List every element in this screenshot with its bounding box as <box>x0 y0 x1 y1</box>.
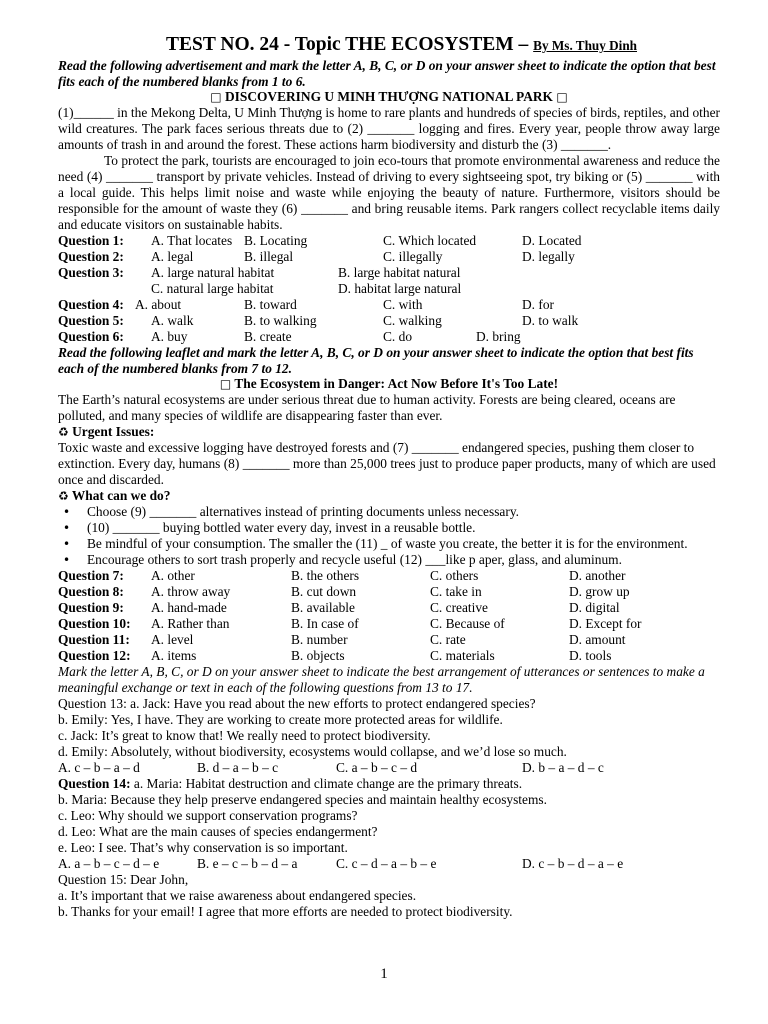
option-c[interactable]: C. natural large habitat <box>151 281 274 296</box>
option-d[interactable]: D. to walk <box>522 313 579 328</box>
part1-heading-text: DISCOVERING U MINH THƯỢNG NATIONAL PARK <box>225 89 553 104</box>
option-a[interactable]: A. items <box>151 648 197 663</box>
option-c[interactable]: C. rate <box>430 632 466 647</box>
option-c[interactable]: C. illegally <box>383 249 443 264</box>
part2-instruction: Read the following leaflet and mark the letter A, B, C, or D on your answer sheet to indicate the option that best fits each of the numbered blanks from 7 to 12. <box>58 345 694 376</box>
option-c[interactable]: C. others <box>430 568 479 583</box>
question-label: Question 9: <box>58 600 124 615</box>
what-can-we-do-heading <box>58 488 720 504</box>
option-b[interactable]: B. available <box>291 600 355 615</box>
option-a[interactable]: A. large natural habitat <box>151 265 275 280</box>
q14-line: e. Leo: I see. That’s why conservation is so important. <box>58 840 348 855</box>
option-d[interactable]: D. for <box>522 297 554 312</box>
question-label: Question 11: <box>58 632 130 647</box>
page-title <box>58 34 720 57</box>
question-label: Question 7: <box>58 568 124 583</box>
q14-line: d. Leo: What are the main causes of species endangerment? <box>58 824 378 839</box>
option-b[interactable]: B. toward <box>244 297 297 312</box>
option-c[interactable]: C. walking <box>383 313 442 328</box>
question-2 <box>58 249 720 265</box>
option-c[interactable]: C. with <box>383 297 423 312</box>
part1-paragraph-2: To protect the park, tourists are encouraged to join eco-tours that promote environmental awareness and reduce the need (4) _______ transport by private vehicles. Instead of driving to every sightseeing spot, try biking or (5) _______ with a local guide. This helps limit noise and waste while enjoying the beauty of nature. Furthermore, visitors should be responsible for the amount of waste they (6) _______ and bring reusable items. Park rangers collect recyclable items daily and educate visitors on sustainable habits. <box>58 153 720 232</box>
option-b[interactable]: B. number <box>291 632 348 647</box>
author-name: By Ms. Thuy Dinh <box>533 38 638 53</box>
question-label: Question 4: <box>58 297 124 312</box>
q14-line: b. Maria: Because they help preserve endangered species and maintain healthy ecosystems. <box>58 792 547 807</box>
question-14-options <box>58 856 720 872</box>
part3-instruction: Mark the letter A, B, C, or D on your answer sheet to indicate the best arrangement of utterances or sentences to make a meaningful exchange or text in each of the following questions from 13 to 17. <box>58 664 705 695</box>
q13-line: d. Emily: Absolutely, without biodiversity, ecosystems would collapse, and we’d lose so much. <box>58 744 567 759</box>
part1-paragraph-1: (1)______ in the Mekong Delta, U Minh Thượng is home to rare plants and hundreds of species of birds, reptiles, and other wild creatures. The park faces serious threats due to (2) _______ logging and fires. Every year, people throw away large amounts of trash in and around the forest. These actions harm biodiversity and disturb the (3) _______. <box>58 105 720 152</box>
question-label: Question 2: <box>58 249 124 264</box>
question-1 <box>58 233 720 249</box>
option-a[interactable]: A. other <box>151 568 195 583</box>
box-icon: □ <box>219 377 232 391</box>
option-b[interactable]: B. e – c – b – d – a <box>197 856 298 871</box>
question-9 <box>58 600 720 616</box>
q15-line: b. Thanks for your email! I agree that more efforts are needed to protect biodiversity. <box>58 904 513 919</box>
list-item: • Choose (9) _______ alternatives instead of printing documents unless necessary. <box>58 504 720 520</box>
what-heading-text: What can we do? <box>71 488 171 503</box>
part2-heading-text: The Ecosystem in Danger: Act Now Before It's Too Late! <box>234 376 559 391</box>
option-d[interactable]: D. legally <box>522 249 575 264</box>
option-c[interactable]: C. c – d – a – b – e <box>336 856 437 871</box>
option-a[interactable]: A. That locates <box>151 233 233 248</box>
q14-first-line: a. Maria: Habitat destruction and climate change are the primary threats. <box>130 776 523 791</box>
question-4 <box>58 297 720 313</box>
recycle-icon: ♻ <box>58 425 69 439</box>
option-b[interactable]: B. illegal <box>244 249 294 264</box>
question-3-row-2 <box>58 281 720 297</box>
option-b[interactable]: B. large habitat natural <box>338 265 461 280</box>
option-c[interactable]: C. do <box>383 329 413 344</box>
question-12 <box>58 648 720 664</box>
document-page <box>58 34 720 920</box>
option-d[interactable]: D. b – a – d – c <box>522 760 604 775</box>
option-d[interactable]: D. tools <box>569 648 612 663</box>
action-list <box>58 504 720 568</box>
box-icon: □ <box>556 90 568 104</box>
option-b[interactable]: B. to walking <box>244 313 317 328</box>
option-d[interactable]: D. Except for <box>569 616 642 631</box>
question-label: Question 10: <box>58 616 131 631</box>
question-6 <box>58 329 720 345</box>
option-c[interactable]: C. creative <box>430 600 488 615</box>
option-a[interactable]: A. a – b – c – d – e <box>58 856 160 871</box>
q13-line: Question 13: a. Jack: Have you read about the new efforts to protect endangered species? <box>58 696 536 711</box>
option-b[interactable]: B. cut down <box>291 584 357 599</box>
option-d[interactable]: D. grow up <box>569 584 630 599</box>
part2-heading <box>58 376 720 392</box>
question-8 <box>58 584 720 600</box>
option-b[interactable]: B. the others <box>291 568 360 583</box>
question-7 <box>58 568 720 584</box>
option-d[interactable]: D. c – b – d – a – e <box>522 856 624 871</box>
option-a[interactable]: A. about <box>135 297 182 312</box>
q14-line: c. Leo: Why should we support conservation programs? <box>58 808 358 823</box>
title-text: TEST NO. 24 - Topic THE ECOSYSTEM – <box>165 34 529 55</box>
option-b[interactable]: B. Locating <box>244 233 308 248</box>
question-3 <box>58 265 720 281</box>
list-item: • (10) _______ buying bottled water every day, invest in a reusable bottle. <box>58 520 720 536</box>
option-d[interactable]: D. habitat large natural <box>338 281 462 296</box>
question-label: Question 6: <box>58 329 124 344</box>
recycle-icon: ♻ <box>58 489 69 503</box>
option-a[interactable]: A. Rather than <box>151 616 230 631</box>
option-b[interactable]: B. d – a – b – c <box>197 760 279 775</box>
option-d[interactable]: D. another <box>569 568 626 583</box>
urgent-issues-text: Toxic waste and excessive logging have destroyed forests and (7) _______ endangered species, pushing them closer to extinction. Every day, humans (8) _______ more than 25,000 trees just to produce paper products, many of which are used once and discarded. <box>58 440 716 487</box>
q14-line <box>58 776 720 792</box>
part1-heading <box>58 89 720 105</box>
option-d[interactable]: D. Located <box>522 233 582 248</box>
option-a[interactable]: A. legal <box>151 249 194 264</box>
option-a[interactable]: A. c – b – a – d <box>58 760 140 775</box>
question-label: Question 5: <box>58 313 124 328</box>
question-label: Question 1: <box>58 233 124 248</box>
question-10 <box>58 616 720 632</box>
question-13-options <box>58 760 720 776</box>
option-c[interactable]: C. materials <box>430 648 495 663</box>
urgent-heading-text: Urgent Issues: <box>72 424 155 439</box>
q15-line: a. It’s important that we raise awareness about endangered species. <box>58 888 417 903</box>
list-item: • Encourage others to sort trash properly and recycle useful (12) ___like p aper, glass, and aluminum. <box>58 552 720 568</box>
option-c[interactable]: C. Because of <box>430 616 505 631</box>
list-item: • Be mindful of your consumption. The smaller the (11) _ of waste you create, the better it is for the environment. <box>58 536 720 552</box>
option-a[interactable]: A. buy <box>151 329 188 344</box>
page-number: 1 <box>380 966 388 982</box>
q13-line: c. Jack: It’s great to know that! We really need to protect biodiversity. <box>58 728 431 743</box>
option-a[interactable]: A. hand-made <box>151 600 227 615</box>
option-b[interactable]: B. In case of <box>291 616 359 631</box>
q13-line: b. Emily: Yes, I have. They are working to create more protected areas for wildlife. <box>58 712 503 727</box>
question-label: Question 14: <box>58 776 131 791</box>
option-b[interactable]: B. objects <box>291 648 345 663</box>
option-c[interactable]: C. a – b – c – d <box>336 760 418 775</box>
part1-instruction: Read the following advertisement and mark the letter A, B, C, or D on your answer sheet to indicate the option that best fits each of the numbered blanks from 1 to 6. <box>58 58 716 89</box>
option-a[interactable]: A. level <box>151 632 194 647</box>
part2-intro: The Earth’s natural ecosystems are under serious threat due to human activity. Forests are being cleared, oceans are polluted, and many species of wildlife are disappearing faster than ever. <box>58 392 676 423</box>
option-a[interactable]: A. walk <box>151 313 194 328</box>
option-c[interactable]: C. take in <box>430 584 482 599</box>
question-label: Question 3: <box>58 265 124 280</box>
option-d[interactable]: D. amount <box>569 632 626 647</box>
option-a[interactable]: A. throw away <box>151 584 231 599</box>
option-b[interactable]: B. create <box>244 329 292 344</box>
question-label: Question 12: <box>58 648 131 663</box>
option-d[interactable]: D. digital <box>569 600 620 615</box>
urgent-issues-heading <box>58 424 720 440</box>
q15-line: Question 15: Dear John, <box>58 872 189 887</box>
spacer <box>58 281 151 297</box>
option-c[interactable]: C. Which located <box>383 233 477 248</box>
question-11 <box>58 632 720 648</box>
question-5 <box>58 313 720 329</box>
question-label: Question 8: <box>58 584 124 599</box>
option-d[interactable]: D. bring <box>476 329 521 344</box>
box-icon: □ <box>210 90 222 104</box>
